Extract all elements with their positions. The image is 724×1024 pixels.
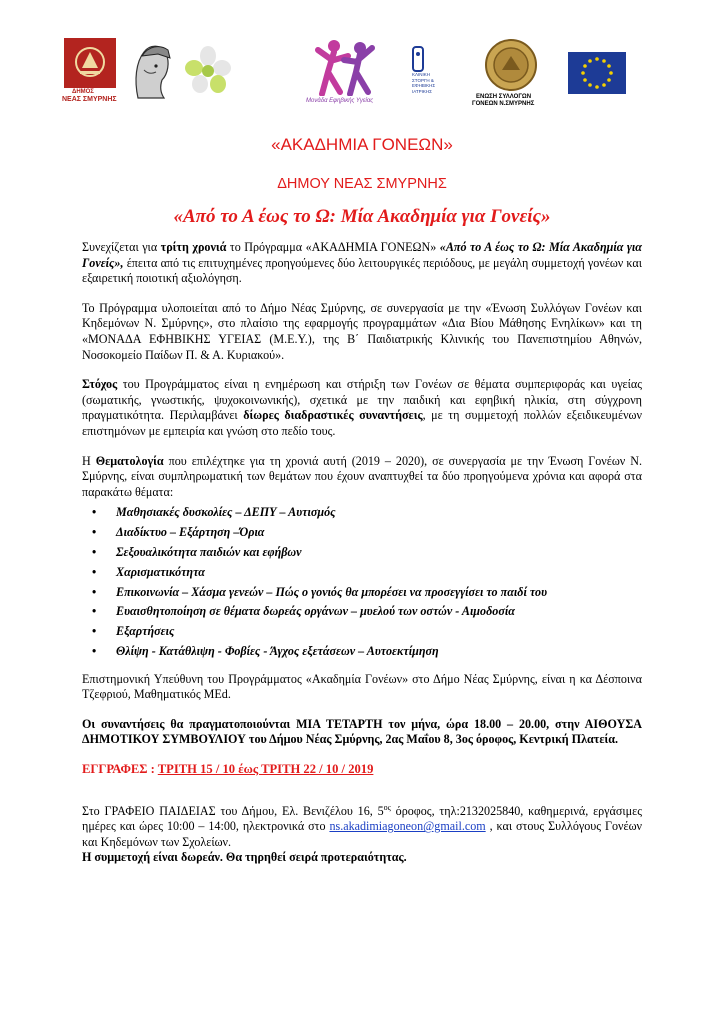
floor-superscript: ος <box>383 802 391 812</box>
topic-item: • Μαθησιακές δυσκολίες – ΔΕΠΥ – Αυτισμός <box>116 503 642 523</box>
topic-item: • Διαδίκτυο – Εξάρτηση –Όρια <box>116 523 642 543</box>
association-caption-line2: ΓΟΝΕΩΝ Ν.ΣΜΥΡΝΗΣ <box>472 101 535 107</box>
youth-health-caption: Μονάδα Εφηβικής Υγείας <box>306 98 374 104</box>
municipality-logo-line1: ΔΗΜΟΣ <box>72 89 94 95</box>
goal-text-1: του Προγράμματος είναι η ενημέρωση και στήριξη των Γονέων σε θέματα συμπεριφοράς και υγείας (σωματικής, γνωστικής, ψυχοκοινωνικής), σχετικά με την παιδική και εφηβική ηλικία, στη σύγχρονη πραγματικότητα. Περιλαμβάνει <box>82 377 642 423</box>
topics-intro-paragraph <box>82 454 642 501</box>
topics-list <box>82 503 642 661</box>
topics-label: Θεματολογία <box>95 453 164 468</box>
daisy-flower-icon <box>182 44 234 98</box>
registration-line <box>82 762 642 778</box>
clinic-caption-line2: ΣΤΟΡΓΗ & <box>412 77 434 83</box>
logo-strip <box>62 38 662 108</box>
municipality-emblem-icon <box>62 38 118 88</box>
clinic-emblem-icon <box>412 46 424 72</box>
association-logo <box>472 38 552 108</box>
document-body <box>82 240 642 880</box>
topic-item: • Ευαισθητοποίηση σε θέματα δωρεάς οργάνων – μυελού των οστών - Αιμοδοσία <box>116 602 642 622</box>
municipality-logo-line2: ΝΕΑΣ ΣΜΥΡΝΗΣ <box>62 96 117 103</box>
registration-info-text-3: , και στους Συλλόγους Γονέων και Κηδεμόνων των Σχολείων. <box>82 819 642 849</box>
goal-paragraph <box>82 377 642 439</box>
athena-head-icon <box>130 40 174 100</box>
topic-item: • Επικοινωνία – Χάσμα γενεών – Πώς ο γονιός θα μπορέσει να προσεγγίσει το παιδί του <box>116 583 642 603</box>
goal-emphasis-sessions: δίωρες διαδραστικές συναντήσεις <box>243 408 423 423</box>
municipality-logo <box>62 38 118 104</box>
clinic-caption-line4: ΙΑΤΡΙΚΗΣ <box>412 88 432 94</box>
topic-item: • Χαρισματικότητα <box>116 563 642 583</box>
association-caption-line1: ΕΝΩΣΗ ΣΥΛΛΟΓΩΝ <box>476 94 532 100</box>
closing-note: Η συμμετοχή είναι δωρεάν. Θα τηρηθεί σειρά προτεραιότητας. <box>82 850 407 865</box>
youth-health-logo <box>306 38 386 108</box>
intro-emphasis-year: τρίτη χρονιά <box>160 240 227 254</box>
registration-label: ΕΓΓΡΑΦΕΣ : <box>82 762 158 777</box>
intro-text-1: Συνεχίζεται για <box>82 240 161 254</box>
topics-intro-text-2: που επιλέχτηκε για τη χρονιά αυτή (2019 – 2020), σε συνεργασία με την Ένωση Γονέων Ν. Σμύρνης, είναι συμπληρωματική των θεμάτων που έχουν αναπτυχθεί τα δύο προηγούμενα χρόνια και αφορά στα παρακάτω θέματα: <box>82 453 642 499</box>
scientific-lead-paragraph: Επιστημονική Υπεύθυνη του Προγράμματος «Ακαδημία Γονέων» στο Δήμο Νέας Σμύρνης, είναι η κα Δέσποινα Τζεφριού, Μαθηματικός MEd. <box>82 671 642 702</box>
topics-intro-text-1: Η <box>82 453 96 468</box>
athena-logo <box>130 40 174 100</box>
intro-program-name: «Από το Α έως το Ω: Μία Ακαδημία για Γονείς», <box>82 240 642 270</box>
page-title: «ΑΚΑΔΗΜΙΑ ΓΟΝΕΩΝ» <box>271 135 453 154</box>
clinic-caption-line3: ΕΦΗΒΙΚΗΣ <box>412 83 436 88</box>
intro-text-3: έπειτα από τις επιτυχημένες προηγούμενες δύο λειτουργικές περιόδους, με μεγάλη συμμετοχή γονέων και εξαιρετική ποιοτική αξιολόγηση. <box>82 255 642 286</box>
clinic-caption <box>412 72 435 94</box>
clinic-logo <box>412 46 456 102</box>
goal-label: Στόχος <box>82 377 118 392</box>
dancing-figures-icon <box>314 38 378 96</box>
association-seal-icon <box>484 38 538 92</box>
eu-flag-logo <box>568 52 626 94</box>
meetings-paragraph: Οι συναντήσεις θα πραγματοποιούνται ΜΙΑ ΤΕΤΑΡΤΗ τον μήνα, ώρα 18.00 – 20.00, στην ΑΙΘΟΥΣΑ ΔΗΜΟΤΙΚΟΥ ΣΥΜΒΟΥΛΙΟΥ του Δήμου Νέας Σμύρνης, 2ας Μαΐου 8, 3ος όροφος, Κεντρική Πλατεία. <box>82 716 642 747</box>
email-link[interactable]: ns.akadimiagoneon@gmail.com <box>329 819 486 834</box>
clinic-caption-line1: ΚΛΙΝΙΚΗ <box>412 72 431 77</box>
intro-text-2: το Πρόγραμμα «ΑΚΑΔΗΜΙΑ ΓΟΝΕΩΝ» <box>226 240 440 254</box>
intro-paragraph <box>82 240 642 287</box>
goal-text-2: , με τη συμμετοχή πολλών εξειδικευμένων επιστημόνων με εμπειρία και γνώση στο πεδίο τους. <box>82 408 642 438</box>
topic-item: • Εξαρτήσεις <box>116 622 642 642</box>
page-tagline: «Από το Α έως το Ω: Μία Ακαδημία για Γονείς» <box>173 206 551 227</box>
topic-item: • Θλίψη - Κατάθλιψη - Φοβίες - Άγχος εξετάσεων – Αυτοεκτίμηση <box>116 642 642 662</box>
registration-info-text-1: Στο ΓΡΑΦΕΙΟ ΠΑΙΔΕΙΑΣ του Δήμου, Ελ. Βενιζέλου 16, 5 <box>82 803 384 818</box>
registration-info-paragraph <box>82 800 642 851</box>
flower-logo <box>182 44 234 98</box>
implementation-paragraph: Το Πρόγραμμα υλοποιείται από το Δήμο Νέας Σμύρνης, σε συνεργασία με την «Ένωση Συλλόγων Γονέων και Κηδεμόνων Ν. Σμύρνης», στο πλαίσιο της εφαρμογής προγραμμάτων «Δια Βίου Μάθησης Ενηλίκων» και τη «ΜΟΝΑΔΑ ΕΦΗΒΙΚΗΣ ΥΓΕΙΑΣ (Μ.Ε.Υ.), της Β΄ Παιδιατρικής Κλινικής του Πανεπιστημίου Αθηνών, Νοσοκομείο Παίδων Π. & Α. Κυριακού». <box>82 300 642 362</box>
eu-flag-icon <box>568 52 626 94</box>
registration-info-text-2: όροφος, τηλ:2132025840, καθημερινά, εργάσιμες ημέρες και ώρες 10:00 – 14:00, ηλεκτρονικά στο <box>82 803 642 834</box>
topic-item: • Σεξουαλικότητα παιδιών και εφήβων <box>116 543 642 563</box>
registration-dates: ΤΡΙΤΗ 15 / 10 έως ΤΡΙΤΗ 22 / 10 / 2019 <box>157 762 374 777</box>
page-subtitle: ΔΗΜΟΥ ΝΕΑΣ ΣΜΥΡΝΗΣ <box>277 176 447 192</box>
